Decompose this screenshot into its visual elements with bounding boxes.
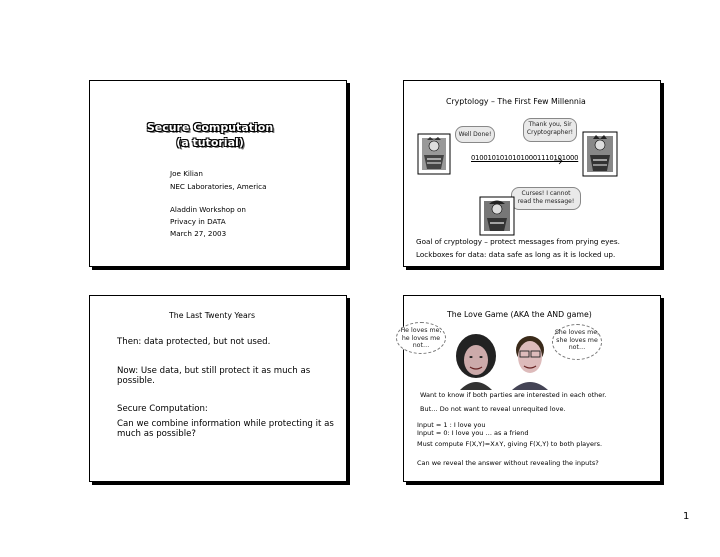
slide-4-title: The Love Game (AKA the AND game): [447, 310, 592, 319]
secure-computation-text: Secure Computation:: [117, 404, 208, 414]
cloud-he: He loves me, he loves me not…: [396, 322, 446, 354]
bit-string: 01001010101010001110101000: [471, 154, 579, 162]
but-text: But… Do not want to reveal unrequited love.: [420, 405, 566, 413]
now-line2: possible.: [117, 376, 155, 386]
author: Joe Kilian: [170, 169, 203, 178]
woman-photo-icon: [452, 332, 500, 390]
slide-3: [89, 295, 347, 482]
page-number: 1: [683, 511, 690, 522]
slide-2: [403, 80, 661, 267]
workshop-line1: Aladdin Workshop on: [170, 205, 246, 214]
question-line1: Can we combine information while protecting it as: [117, 419, 334, 429]
slide-2-title: Cryptology – The First Few Millennia: [446, 97, 586, 106]
cloud-she: She loves me, she loves me not…: [552, 324, 602, 360]
goal-text: Goal of cryptology – protect messages from prying eyes.: [416, 237, 620, 246]
input-1-text: Input = 1 : I love you: [417, 421, 486, 429]
bubble-well-done: Well Done!: [455, 126, 495, 143]
date: March 27, 2003: [170, 229, 227, 238]
bubble-thanks: Thank you, Sir Cryptographer!: [523, 118, 577, 142]
must-compute-text: Must compute F(X,Y)=X∧Y, giving F(X,Y) to both players.: [417, 440, 603, 448]
jack-card-icon: [479, 196, 515, 236]
queen-card-icon: [417, 133, 451, 175]
king-card-icon: [582, 131, 618, 177]
question-line2: much as possible?: [117, 429, 196, 439]
arrow-icon: [554, 157, 564, 165]
now-line1: Now: Use data, but still protect it as much as: [117, 366, 311, 376]
slide-4: [400, 295, 661, 482]
man-photo-icon: [508, 330, 552, 390]
lockboxes-text: Lockboxes for data: data safe as long as it is locked up.: [416, 250, 616, 259]
then-text: Then: data protected, but not used.: [117, 337, 271, 347]
slide-1: [89, 80, 347, 267]
slide-1-title-line1: Secure Computation: [146, 121, 274, 134]
workshop-line2: Privacy in DATA: [170, 217, 226, 226]
slide-1-title-line2: (a tutorial): [176, 136, 244, 149]
reveal-text: Can we reveal the answer without revealing the inputs?: [417, 459, 599, 467]
bubble-curses: Curses! I cannot read the message!: [511, 187, 581, 210]
slide-3-title: The Last Twenty Years: [169, 311, 256, 320]
want-text: Want to know if both parties are interested in each other.: [420, 391, 607, 399]
affiliation: NEC Laboratories, America: [170, 182, 267, 191]
input-0-text: Input = 0: I love you … as a friend: [417, 429, 529, 437]
